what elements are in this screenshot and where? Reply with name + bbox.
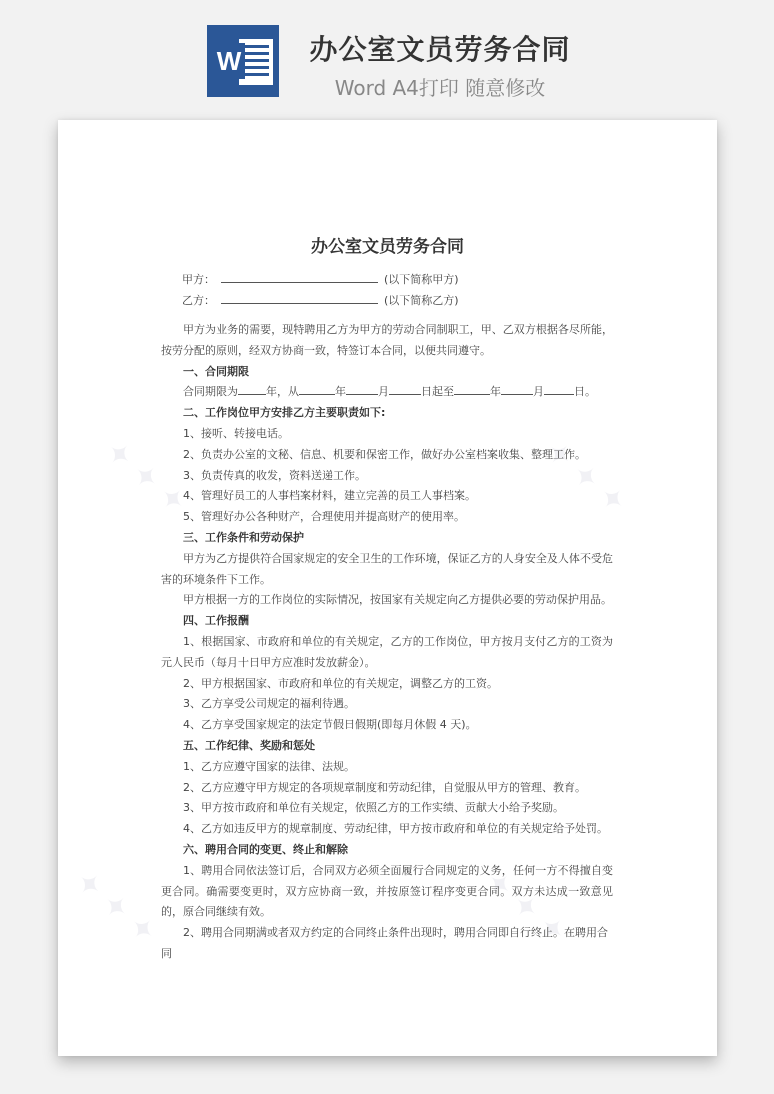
watermark: ✦ ✦ ✦ [537,433,633,522]
term-text: 年，从 [266,385,299,399]
list-item: 4、管理好员工的人事档案材料，建立完善的员工人事档案。 [183,489,476,503]
party-b-label: 乙方： [182,294,215,307]
section-3-title: 三、工作条件和劳动保护 [183,530,304,544]
header [0,0,774,110]
term-text: 年 [335,385,346,399]
term-text: 合同期限为 [183,385,238,399]
section-1-title: 一、合同期限 [183,364,249,378]
section-6-title: 六、聘用合同的变更、终止和解除 [183,842,348,856]
party-b-blank[interactable] [221,293,378,304]
list-item: 4、乙方享受国家规定的法定节假日假期(即每月休假 4 天)。 [183,718,477,732]
term-text: 月 [533,385,544,399]
section-2-title: 二、工作岗位甲方安排乙方主要职责如下: [183,406,386,420]
contract-term-line [161,382,613,403]
paragraph: 甲方为乙方提供符合国家规定的安全卫生的工作环境，保证乙方的人身安全及人体不受危害的环境条件下工作。 [161,551,613,586]
list-item: 1、乙方应遵守国家的法律、法规。 [183,759,355,773]
list-item: 1、根据国家、市政府和单位的有关规定，乙方的工作岗位，甲方按月支付乙方的工资为元人民币（每月十日甲方应准时发放薪金）。 [161,634,613,669]
party-a-note: (以下简称甲方) [384,273,459,286]
term-text: 月 [378,385,389,399]
banner-title: 办公室文员劳务合同 [309,33,571,66]
list-item: 5、管理好办公各种财产，合理使用并提高财产的使用率。 [183,510,465,524]
term-blank[interactable] [346,383,378,395]
term-text: 年 [490,385,501,399]
paragraph: 甲方根据一方的工作岗位的实际情况，按国家有关规定向乙方提供必要的劳动保护用品。 [183,593,612,607]
list-item: 3、乙方享受公司规定的福利待遇。 [183,697,355,711]
intro-paragraph: 甲方为业务的需要，现特聘用乙方为甲方的劳动合同制职工，甲、乙双方根据各尽所能，按劳分配的原则，经双方协商一致，特签订本合同，以便共同遵守。 [161,323,613,357]
section-4-title: 四、工作报酬 [183,614,249,628]
watermark: ✦ ✦ ✦ [477,863,573,952]
term-blank[interactable] [389,383,421,395]
party-a-blank[interactable] [221,272,378,283]
document-page [58,120,717,1056]
party-b-line [182,293,459,309]
word-document-icon [207,25,279,97]
watermark: ✦ ✦ ✦ [97,433,193,522]
list-item: 2、负责办公室的文秘、信息、机要和保密工作，做好办公室档案收集、整理工作。 [183,447,586,461]
term-text: 日起至 [421,385,454,399]
term-blank[interactable] [299,383,335,395]
document-body [161,320,613,965]
section-5-title: 五、工作纪律、奖励和惩处 [183,738,315,752]
term-blank[interactable] [454,383,490,395]
term-text: 日。 [574,385,596,399]
term-blank[interactable] [544,383,574,395]
list-item: 2、甲方根据国家、市政府和单位的有关规定，调整乙方的工资。 [183,676,498,690]
list-item: 4、乙方如违反甲方的规章制度、劳动纪律，甲方按市政府和单位的有关规定给予处罚。 [183,822,608,836]
party-a-line [182,272,459,288]
list-item: 3、负责传真的收发，资料送递工作。 [183,468,366,482]
list-item: 3、甲方按市政府和单位有关规定，依照乙方的工作实绩、贡献大小给予奖励。 [183,801,564,815]
list-item: 2、聘用合同期满或者双方约定的合同终止条件出现时，聘用合同即自行终止。在聘用合同 [161,926,608,960]
party-a-label: 甲方： [182,273,215,286]
svg-text:W: W [216,46,242,76]
banner-subtitle: Word A4打印 随意修改 [334,76,546,100]
list-item: 1、接听、转接电话。 [183,426,289,440]
term-blank[interactable] [238,383,266,395]
document-title: 办公室文员劳务合同 [311,237,464,257]
term-blank[interactable] [501,383,533,395]
party-b-note: (以下简称乙方) [384,294,459,307]
watermark: ✦ ✦ ✦ [67,863,163,952]
list-item: 2、乙方应遵守甲方规定的各项规章制度和劳动纪律，自觉服从甲方的管理、教育。 [183,780,586,794]
list-item: 1、聘用合同依法签订后，合同双方必须全面履行合同规定的义务，任何一方不得擅自变更合同。确需要变更时，双方应协商一致，并按原签订程序变更合同。双方未达成一致意见的，原合同继续有效。 [161,863,613,919]
